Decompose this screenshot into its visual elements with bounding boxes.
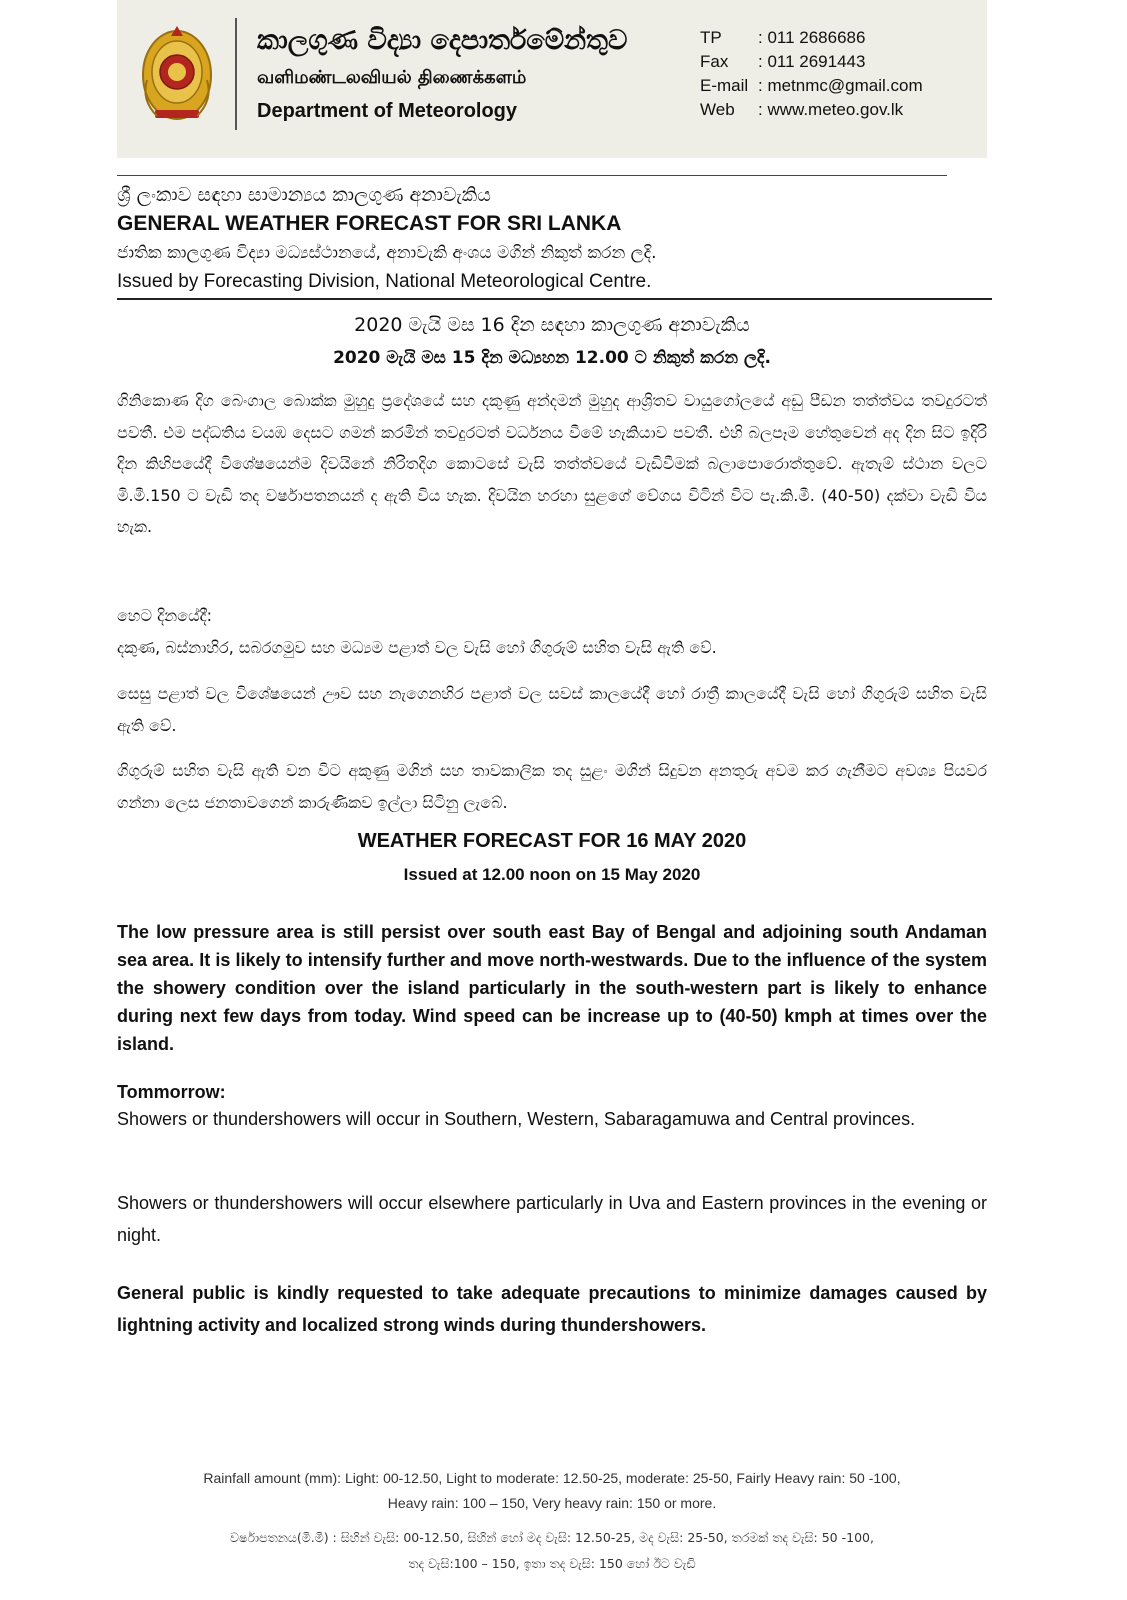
document-titles xyxy=(117,180,992,296)
issued-by-sinhala: ජාතික කාලගුණ විද්‍යා මධ්‍යස්ථානයේ, අනාවැකි අංශය මගින් නිකුත් කරන ලදි. xyxy=(117,243,657,263)
contact-value: : 011 2691443 xyxy=(758,52,866,71)
contact-row xyxy=(700,98,923,122)
rainfall-legend-line: Heavy rain: 100 – 150, Very heavy rain: 150 or more. xyxy=(387,1495,717,1511)
letterhead xyxy=(117,0,987,158)
contact-row xyxy=(700,26,923,50)
contact-label: Fax xyxy=(700,52,729,71)
sinhala-statement-1: දකුණ, බස්නාහිර, සබරගමුව සහ මධ්‍යම පළාත් වල වැසි හෝ ගිගුරුම් සහිත වැසි ඇති වේ. xyxy=(117,638,717,657)
rainfall-legend-line: Rainfall amount (mm): Light: 00-12.50, Light to moderate: 12.50-25, moderate: 25-50, Fairly Heavy rain: 50 -100, xyxy=(203,1470,901,1486)
org-name-english: Department of Meteorology xyxy=(257,100,518,122)
sinhala-tomorrow-label: හෙට දිනයේදී: xyxy=(117,606,213,625)
sinhala-warning: ගිගුරුම් සහිත වැසි ඇති වන විට අකුණු මගින් සහ තාවකාලික තද සුළං මගින් සිදුවන අනතුරු අවම කර ගැනීමට අවශ්‍ය පියවර ගන්නා ලෙස ජනතාවගෙන් කාරුණිකව ඉල්ලා සිටිනු ලැබේ. xyxy=(117,761,987,812)
english-statement-2: Showers or thundershowers will occur elsewhere particularly in Uva and Eastern provinces in the evening or night. xyxy=(117,1193,987,1245)
english-statement-1: Showers or thundershowers will occur in Southern, Western, Sabaragamuwa and Central provinces. xyxy=(117,1109,916,1129)
english-forecast-heading: WEATHER FORECAST FOR 16 MAY 2020 xyxy=(357,830,747,852)
contact-details xyxy=(700,26,923,122)
top-divider xyxy=(117,175,947,176)
contact-value: : metnmc@gmail.com xyxy=(758,76,923,95)
title-sinhala: ශ්‍රී ලංකාව සඳහා සාමාන්‍යය කාලගුණ අනාවැකිය xyxy=(117,184,491,206)
sinhala-statement-2: සෙසු පළාත් වල විශේෂයෙන් ඌව සහ නැගෙනහිර පළාත් වල සවස් කාලයේදී හෝ රාත්‍රී කාලයේදී වැසි හෝ ගිගුරුම් සහිත වැසි ඇති වේ. xyxy=(117,684,987,735)
contact-label: TP xyxy=(700,28,722,47)
contact-value: : www.meteo.gov.lk xyxy=(758,100,904,119)
contact-value: : 011 2686686 xyxy=(758,28,866,47)
title-divider xyxy=(117,298,992,300)
sinhala-forecast-heading: 2020 මැයි මස 16 දින සඳහා කාලගුණ අනාවැකිය xyxy=(354,314,750,336)
header-divider xyxy=(235,18,237,130)
contact-row xyxy=(700,74,923,98)
rainfall-legend-english xyxy=(117,1466,987,1516)
organisation-names xyxy=(257,22,627,126)
sinhala-main-paragraph: ගිනිකොණ දිග බෙංගාල බොක්ක මුහුදු ප්‍රදේශයේ සහ දකුණු අන්දමන් මුහුද ආශ්‍රිතව වායුගෝලයේ අඩු පීඩන තත්ත්වය තවදුරටත් පවතී. එම පද්ධතිය වයඹ දෙසට ගමන් කරමින් තවදුරටත් වර්ධනය වීමේ හැකියාව පවතී. එහි බලපෑම හේතුවෙන් අද දින සිට ඉදිරි දින කිහිපයේදී විශේෂයෙන්ම දිවයිනේ නිරිතදිග කොටසේ වැසි තත්ත්වයේ වැඩිවීමක් බලාපොරොත්තුවේ. ඇතැම් ස්ථාන වලට මි.මී.150 ට වැඩි තද වර්ෂාපතනයන් ද ඇති විය හැක. දිවයින හරහා සුළගේ වේගය විටින් විට පැ.කි.මී. (40-50) දක්වා වැඩි විය හැක. xyxy=(117,391,987,536)
contact-label: Web xyxy=(700,100,735,119)
english-tomorrow-label: Tommorrow: xyxy=(117,1082,226,1102)
rainfall-legend-sinhala xyxy=(117,1525,987,1577)
org-name-tamil: வளிமண்டலவியல் திணைக்களம் xyxy=(257,67,527,88)
title-english: GENERAL WEATHER FORECAST FOR SRI LANKA xyxy=(117,212,622,235)
english-main-paragraph: The low pressure area is still persist over south east Bay of Bengal and adjoining south Andaman sea area. It is likely to intensify further and move north-westwards. Due to the influence of the system the showery condition over the island particularly in the south-western part is likely to enhance during next few days from today. Wind speed can be increase up to (40-50) kmph at times over the island. xyxy=(117,922,987,1054)
issued-by-english: Issued by Forecasting Division, National Meteorological Centre. xyxy=(117,271,652,292)
sinhala-issued-time: 2020 මැයි මස 15 දින මධ්‍යහන 12.00 ට නිකුත් කරන ලදි. xyxy=(333,348,771,368)
contact-row xyxy=(700,50,923,74)
contact-label: E-mail xyxy=(700,76,749,95)
sri-lanka-emblem-icon xyxy=(137,20,217,130)
org-name-sinhala: කාලගුණ විද්‍යා දෙපාර්තමේන්තුව xyxy=(257,25,628,56)
rainfall-legend-line: වර්ෂාපතනය(මි.මී) : සිහින් වැසි: 00-12.50, සිහින් හෝ මද වැසි: 12.50-25, මද වැසි: 25-50, තරමක් තද වැසි: 50 -100, xyxy=(230,1530,874,1545)
rainfall-legend-line: තද වැසි:100 – 150, ඉතා තද වැසි: 150 හෝ ඊට වැඩි xyxy=(408,1556,696,1571)
english-warning: General public is kindly requested to take adequate precautions to minimize damages caused by lightning activity and localized strong winds during thundershowers. xyxy=(117,1283,987,1335)
english-issued-time: Issued at 12.00 noon on 15 May 2020 xyxy=(403,865,701,884)
